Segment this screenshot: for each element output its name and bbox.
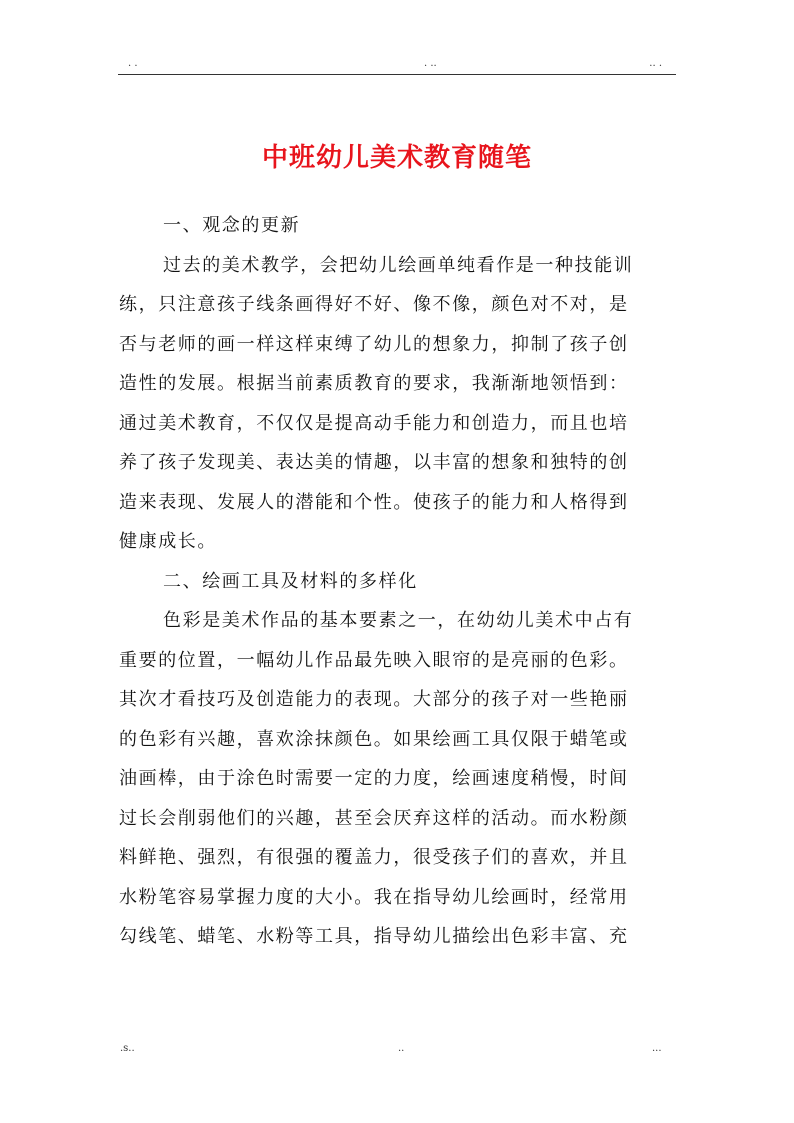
footer-center-text: .. [398, 1043, 405, 1054]
text-line: 二、绘画工具及材料的多样化 [163, 570, 418, 592]
footer-right-text: ... [652, 1043, 662, 1054]
text-line: 练，只注意孩子线条画得好不好、像不像，颜色对不对，是 [119, 294, 629, 315]
text-line: 过长会削弱他们的兴趣，甚至会厌弃这样的活动。而水粉颜 [119, 807, 629, 829]
text-line: 其次才看技巧及创造能力的表现。大部分的孩子对一些艳丽 [119, 689, 629, 710]
page-header [118, 58, 676, 75]
text-line: 一、观念的更新 [163, 215, 301, 236]
text-line: 造性的发展。根据当前素质教育的要求，我渐渐地领悟到： [119, 373, 629, 394]
text-line: 过去的美术教学，会把幼儿绘画单纯看作是一种技能训 [163, 254, 634, 276]
text-line: 油画棒，由于涂色时需要一定的力度，绘画速度稍慢，时间 [119, 768, 629, 789]
document-title: 中班幼儿美术教育随笔 [261, 143, 532, 173]
text-line: 色彩是美术作品的基本要素之一，在幼幼儿美术中占有 [163, 610, 634, 631]
text-line: 养了孩子发现美、表达美的情趣，以丰富的想象和独特的创 [119, 452, 629, 473]
header-right-text: .. . [649, 58, 662, 69]
text-line: 造来表现、发展人的潜能和个性。使孩子的能力和人格得到 [119, 491, 629, 513]
footer-left-text: .s.. [120, 1043, 135, 1054]
text-line: 健康成长。 [119, 531, 217, 552]
text-line: 重要的位置，一幅幼儿作品最先映入眼帘的是亮丽的色彩。 [119, 649, 629, 671]
text-line: 通过美术教育，不仅仅是提高动手能力和创造力，而且也培 [119, 412, 629, 434]
header-center-text: . .. [424, 58, 437, 69]
text-line: 料鲜艳、强烈，有很强的覆盖力，很受孩子们的喜欢，并且 [119, 847, 629, 868]
text-line: 否与老师的画一样这样束缚了幼儿的想象力，抑制了孩子创 [119, 333, 629, 355]
text-line: 水粉笔容易掌握力度的大小。我在指导幼儿绘画时，经常用 [119, 886, 629, 908]
document-body [119, 206, 675, 957]
header-left-text: . . [128, 58, 138, 69]
text-line: 勾线笔、蜡笔、水粉等工具，指导幼儿描绘出色彩丰富、充 [119, 926, 629, 947]
text-line: 的色彩有兴趣，喜欢涂抹颜色。如果绘画工具仅限于蜡笔或 [119, 728, 629, 750]
